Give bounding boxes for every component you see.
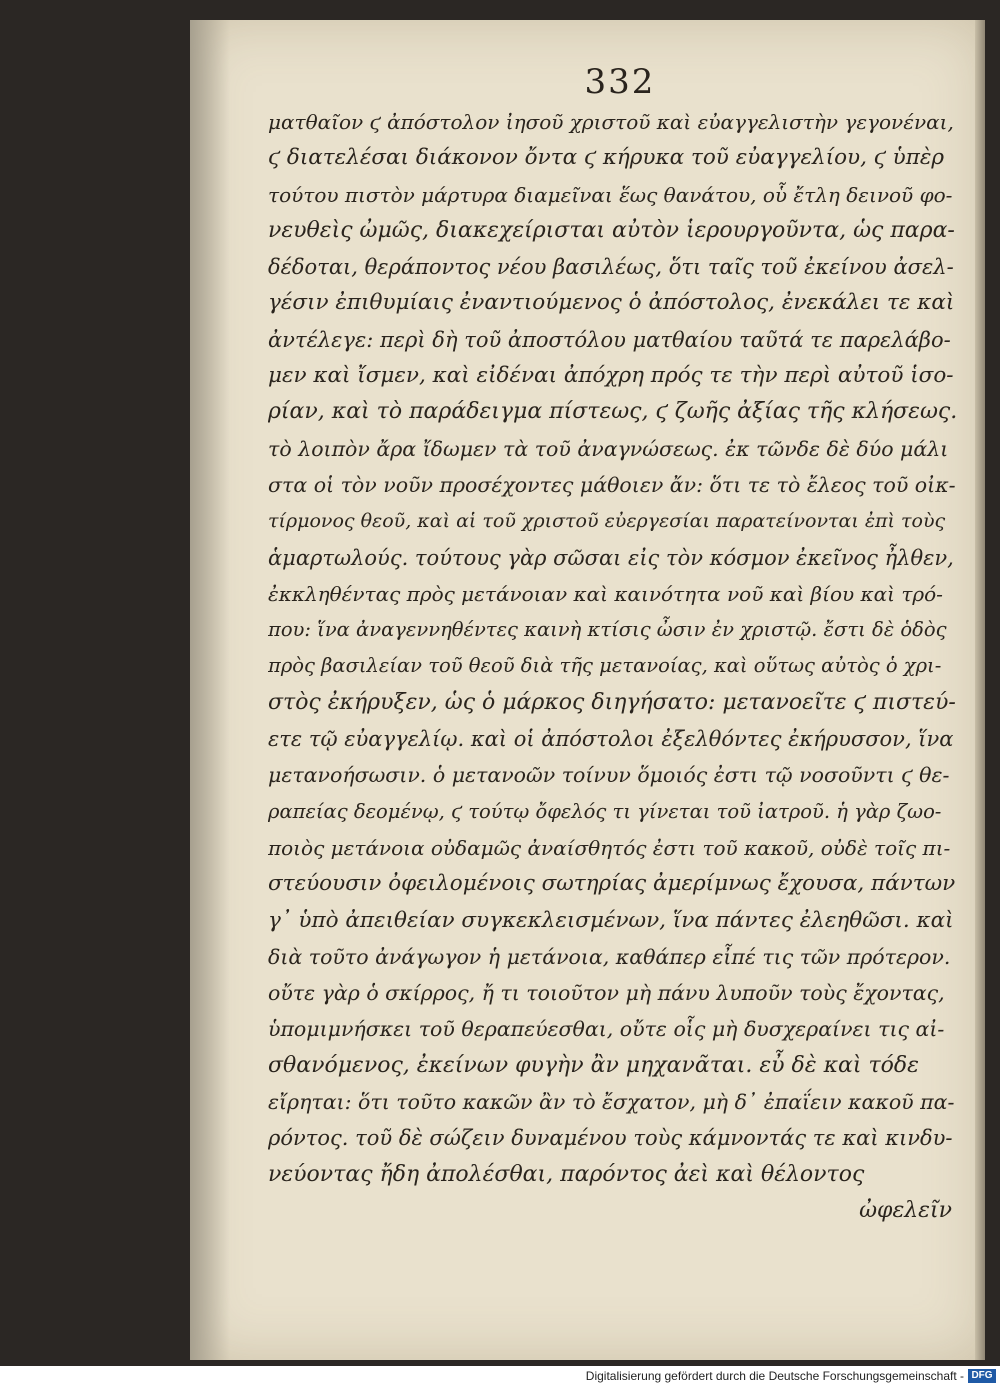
text-line: ραπείας δεομένῳ, ϛ τούτῳ ὄφελός τι γίνεται τοῦ ἰατροῦ. ἡ γὰρ ζωο- (268, 799, 942, 823)
page-edge (975, 20, 985, 1360)
text-line: ματθαῖον ϛ ἀπόστολον ἰησοῦ χριστοῦ καὶ εὐαγγελιστὴν γεγονέναι, (268, 110, 954, 134)
text-line: οὔτε γὰρ ὁ σκίρρος, ἤ τι τοιοῦτον μὴ πάνυ λυποῦν τοὺς ἔχοντας, (268, 981, 945, 1006)
text-line: τίρμονος θεοῦ, καὶ αἱ τοῦ χριστοῦ εὐεργεσίαι παρατείνονται ἐπὶ τοὺς (268, 510, 946, 533)
text-line: πρὸς βασιλείαν τοῦ θεοῦ διὰ τῆς μετανοίας, καὶ οὕτως αὐτὸς ὁ χρι- (268, 654, 942, 678)
text-line: γέσιν ἐπιθυμίαις ἐναντιούμενος ὁ ἀπόστολος, ἐνεκάλει τε καὶ (268, 290, 955, 316)
page-number: 332 (584, 62, 656, 102)
text-line: σθανόμενος, ἐκείνων φυγὴν ἂν μηχανᾶται. εὖ δὲ καὶ τόδε (268, 1052, 919, 1078)
text-line: γ᾽ ὑπὸ ἀπειθείαν συγκεκλεισμένων, ἵνα πάντες ἐλεηθῶσι. καὶ (268, 907, 954, 933)
text-line: νευθεὶς ὠμῶς, διακεχείρισται αὐτὸν ἱερουργοῦντα, ὡς παρα- (268, 217, 955, 243)
text-line: ρόντος. τοῦ δὲ σώζειν δυναμένου τοὺς κάμνοντάς τε καὶ κινδυ- (268, 1126, 953, 1151)
text-line: ἀντέλεγε: περὶ δὴ τοῦ ἀποστόλου ματθαίου ταῦτά τε παρελάβο- (268, 327, 951, 352)
text-line: στὸς ἐκήρυξεν, ὡς ὁ μάρκος διηγήσατο: μετανοεῖτε ϛ πιστεύ- (268, 689, 956, 715)
text-line: ρίαν, καὶ τὸ παράδειγμα πίστεως, ϛ ζωῆς ἀξίας τῆς κλήσεως. (268, 399, 958, 425)
text-line: ποιὸς μετάνοια οὐδαμῶς ἀναίσθητός ἐστι τοῦ κακοῦ, οὐδὲ τοῖς πι- (268, 835, 951, 860)
text-block (268, 104, 958, 1229)
text-line: ϛ διατελέσαι διάκονον ὄντα ϛ κήρυκα τοῦ εὐαγγελίου, ϛ ὑπὲρ (268, 145, 945, 171)
text-line: που: ἵνα ἀναγεννηθέντες καινὴ κτίσις ὦσιν ἐν χριστῷ. ἔστι δὲ ὁδὸς (268, 618, 947, 642)
text-line: τὸ λοιπὸν ἄρα ἴδωμεν τὰ τοῦ ἀναγνώσεως. ἐκ τῶνδε δὲ δύο μάλι (268, 436, 949, 461)
text-line: ὑπομιμνήσκει τοῦ θεραπεύεσθαι, οὔτε οἷς μὴ δυσχεραίνει τις αἰ- (268, 1017, 945, 1042)
catchword: ὠφελεῖν (859, 1197, 952, 1223)
footer-bar (0, 1366, 1000, 1387)
text-line: διὰ τοῦτο ἀνάγωγον ἡ μετάνοια, καθάπερ εἶπέ τις τῶν πρότερον. (268, 944, 951, 969)
page-gutter (190, 20, 230, 1360)
text-line: μετανοήσωσιν. ὁ μετανοῶν τοίνυν ὅμοιός ἐστι τῷ νοσοῦντι ϛ θε- (268, 763, 950, 788)
footer-credit: Digitalisierung gefördert durch die Deutsche Forschungsgemeinschaft - (585, 1369, 964, 1383)
text-line: τούτου πιστὸν μάρτυρα διαμεῖναι ἕως θανάτου, οὗ ἔτλη δεινοῦ φο- (268, 182, 953, 207)
text-line: στεύουσιν ὀφειλομένοις σωτηρίας ἀμερίμνως ἔχουσα, πάντων (268, 871, 956, 897)
text-line: μεν καὶ ἴσμεν, καὶ εἰδέναι ἀπόχρη πρός τε τὴν περὶ αὐτοῦ ἱσο- (268, 363, 954, 389)
text-line: ἁμαρτωλούς. τούτους γὰρ σῶσαι εἰς τὸν κόσμον ἐκεῖνος ἦλθεν, (268, 545, 954, 570)
text-line: εἴρηται: ὅτι τοῦτο κακῶν ἂν τὸ ἔσχατον, μὴ δ᾽ ἐπαΐειν κακοῦ πα- (268, 1090, 955, 1115)
text-line: στα οἱ τὸν νοῦν προσέχοντες μάθοιεν ἄν: ὅτι τε τὸ ἔλεος τοῦ οἰκ- (268, 472, 956, 497)
dfg-logo-icon: DFG (968, 1369, 996, 1383)
text-line: δέδοται, θεράποντος νέου βασιλέως, ὅτι ταῖς τοῦ ἐκείνου ἀσελ- (268, 255, 954, 280)
text-line: ετε τῷ εὐαγγελίῳ. καὶ οἱ ἀπόστολοι ἐξελθόντες ἐκήρυσσον, ἵνα (268, 727, 954, 752)
text-line: νεύοντας ἤδη ἀπολέσθαι, παρόντος ἀεὶ καὶ θέλοντος (268, 1161, 865, 1187)
text-line: ἐκκληθέντας πρὸς μετάνοιαν καὶ καινότητα νοῦ καὶ βίου καὶ τρό- (268, 581, 943, 606)
